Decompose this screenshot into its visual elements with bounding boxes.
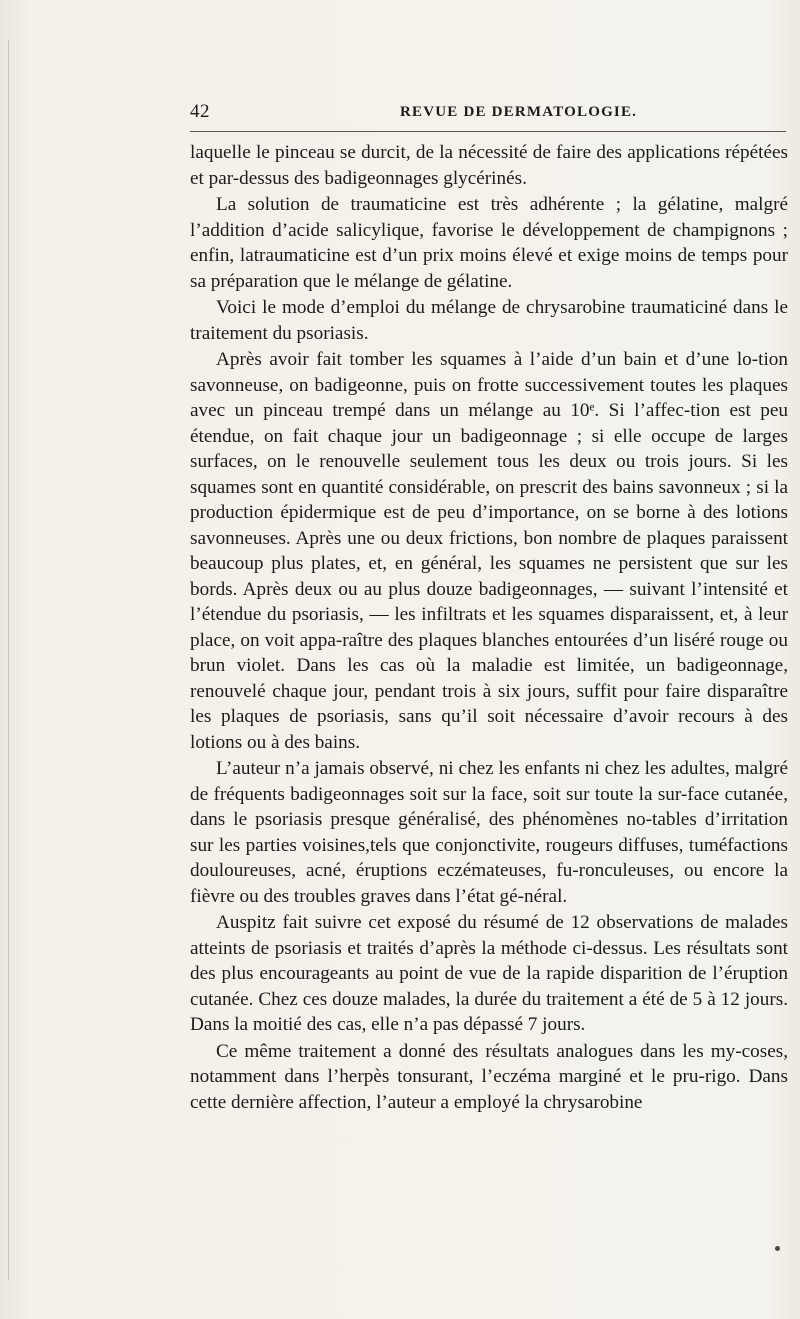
page-number: 42 xyxy=(190,101,210,122)
page-edge xyxy=(8,40,9,1280)
paragraph-7: Ce même traitement a donné des résultats analogues dans les my-coses, notamment dans l’herpès tonsurant, l’eczéma marginé et le pru-rigo. Dans cette dernière affection, l’auteur a employé la chrysarobine xyxy=(190,1040,788,1113)
paragraph-1: laquelle le pinceau se durcit, de la nécessité de faire des applications répétées et par-dessus des badigeonnages glycérinés. xyxy=(190,142,788,189)
article-body xyxy=(190,140,788,1115)
header-rule xyxy=(190,131,786,132)
paragraph-6: Auspitz fait suivre cet exposé du résumé de 12 observations de malades atteints de psoriasis et traités d’après la méthode ci-dessus. Les résultats sont des plus encourageants au point de vue de la rapide disparition de l’éruption cutanée. Chez ces douze malades, la durée du traitement a été de 5 à 12 jours. Dans la moitié des cas, elle n’a pas dépassé 7 jours. xyxy=(190,912,788,1035)
running-title: REVUE DE DERMATOLOGIE. xyxy=(400,104,638,120)
paragraph-3: Voici le mode d’emploi du mélange de chrysarobine traumaticiné dans le traitement du psoriasis. xyxy=(190,297,788,344)
paragraph-4: Après avoir fait tomber les squames à l’aide d’un bain et d’une lo-tion savonneuse, on badigeonne, puis on frotte successivement toutes les plaques avec un pinceau trempé dans un mélange au 10ᵉ. Si l’affec-tion est peu étendue, on fait chaque jour un badigeonnage ; si elle occupe de larges surfaces, on le renouvelle seulement tous les deux ou trois jours. Si les squames sont en quantité considérable, on prescrit des bains savonneux ; si la production épidermique est de peu d’importance, on se borne à des lotions savonneuses. Après une ou deux frictions, bon nombre de plaques paraissent beaucoup plus plates, et, en général, les squames ne persistent que sur les bords. Après deux ou au plus douze badigeonnages, — suivant l’intensité et l’étendue du psoriasis, — les infiltrats et les squames disparaissent, et, à leur place, on voit appa-raître des plaques blanches entourées d’un liséré rouge ou brun violet. Dans les cas où la maladie est limitée, un badigeonnage, renouvelé chaque jour, pendant trois à six jours, suffit pour faire disparaître les plaques de psoriasis, sans qu’il soit nécessaire d’avoir recours à des lotions ou à des bains. xyxy=(190,349,788,753)
paragraph-2: La solution de traumaticine est très adhérente ; la gélatine, malgré l’addition d’acide salicylique, favorise le développement de champignons ; enfin, latraumaticine est d’un prix moins élevé et exige moins de temps pour sa préparation que le mélange de gélatine. xyxy=(190,194,788,292)
paragraph-5: L’auteur n’a jamais observé, ni chez les enfants ni chez les adultes, malgré de fréquents badigeonnages soit sur la face, soit sur toute la sur-face cutanée, dans le psoriasis presque généralisé, des phénomènes no-tables d’irritation sur les parties voisines,tels que conjonctivite, rougeurs diffuses, tuméfactions douloureuses, acné, éruptions eczémateuses, fu-ronculeuses, ou encore la fièvre ou des troubles graves dans l’état gé-néral. xyxy=(190,758,788,907)
page-header xyxy=(190,101,786,125)
ink-speck xyxy=(775,1246,780,1251)
